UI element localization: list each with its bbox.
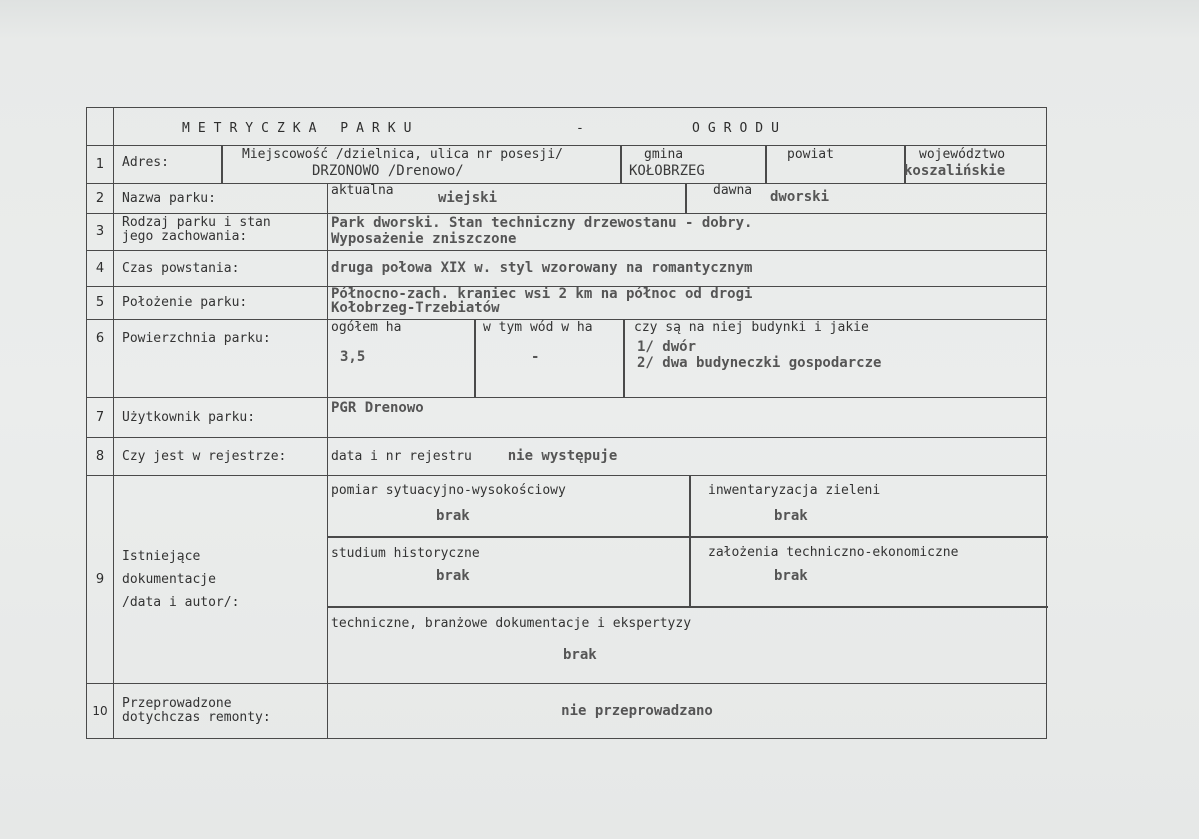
creation-time-label-text: Czas powstania: <box>122 260 240 276</box>
user-cell <box>328 398 1047 438</box>
row-number: 4 <box>87 251 114 287</box>
buildings-caption: czy są na niej budynki i jakie <box>634 320 869 335</box>
survey-value: brak <box>436 508 470 524</box>
area-label <box>114 320 328 398</box>
park-type-label-l2: jego zachowania: <box>122 229 248 244</box>
register-caption: data i nr rejestru <box>331 449 472 464</box>
park-type-label <box>114 214 328 251</box>
row-number: 6 <box>87 320 114 398</box>
renovation-cell <box>328 684 1047 739</box>
park-type-value-l1: Park dworski. Stan techniczny drzewostanu - dobry. <box>331 215 753 231</box>
row-number: 7 <box>87 398 114 438</box>
buildings-value-l1: 1/ dwór <box>637 339 697 355</box>
register-label-text: Czy jest w rejestrze: <box>122 448 287 464</box>
header-title-left: METRYCZKA PARKU <box>182 120 420 136</box>
technical-docs-value: brak <box>563 647 597 663</box>
user-value: PGR Drenowo <box>331 400 424 416</box>
former-name-caption: dawna <box>713 183 753 198</box>
address-label: Adres: <box>122 155 169 170</box>
creation-time-label <box>114 251 328 287</box>
gmina-caption: gmina <box>644 147 684 162</box>
documentation-label <box>114 476 328 684</box>
park-record-card <box>86 107 1047 739</box>
header-title-right: OGRODU <box>692 120 787 136</box>
documentation-cell <box>328 476 1047 684</box>
powiat-caption: powiat <box>787 147 834 162</box>
water-area-value: - <box>531 349 540 365</box>
register-value: nie występuje <box>507 448 618 464</box>
locality-caption: Miejscowość /dzielnica, ulica nr posesji/ <box>242 147 563 162</box>
row-number: 2 <box>87 184 114 214</box>
historical-study-caption: studium historyczne <box>331 546 480 561</box>
row-number: 3 <box>87 214 114 251</box>
row-number: 10 <box>87 684 114 739</box>
documentation-label-l3: /data i autor/: <box>122 595 240 610</box>
row-number: 9 <box>87 476 114 684</box>
location-value-l1: Północno-zach. kraniec wsi 2 km na północ od drogi <box>331 286 753 302</box>
technical-economic-caption: założenia techniczno-ekonomiczne <box>708 545 959 560</box>
park-type-value-l2: Wyposażenie zniszczone <box>331 231 517 247</box>
location-cell <box>328 287 1047 320</box>
greenery-inventory-caption: inwentaryzacja zieleni <box>708 483 881 498</box>
technical-docs-caption: techniczne, branżowe dokumentacje i ekspertyzy <box>331 616 692 631</box>
header-corner <box>87 108 114 146</box>
current-name-caption: aktualna <box>331 183 394 198</box>
row-number: 8 <box>87 438 114 476</box>
register-label <box>114 438 328 476</box>
gmina-value: KOŁOBRZEG <box>629 163 705 179</box>
renovation-value: nie przeprowadzano <box>561 702 713 719</box>
locality-value: DRZONOWO /Drenowo/ <box>312 163 464 179</box>
location-label-text: Położenie parku: <box>122 295 248 310</box>
creation-time-value: druga połowa XIX w. styl wzorowany na romantycznym <box>331 260 753 276</box>
card-header <box>114 108 1047 146</box>
register-cell <box>328 438 1047 476</box>
area-label-text: Powierzchnia parku: <box>122 331 271 346</box>
renovation-label-l1: Przeprowadzone <box>122 696 232 711</box>
technical-economic-value: brak <box>774 568 808 584</box>
location-value-l2: Kołobrzeg-Trzebiatów <box>331 300 500 316</box>
renovation-label <box>114 684 328 739</box>
buildings-value-l2: 2/ dwa budyneczki gospodarcze <box>637 355 882 371</box>
voivodeship-value: koszalińskie <box>904 163 1006 179</box>
park-name-label-text: Nazwa parku: <box>122 190 216 206</box>
park-type-label-l1: Rodzaj parku i stan <box>122 215 271 230</box>
greenery-inventory-value: brak <box>774 508 808 524</box>
voivodeship-caption: województwo <box>919 147 1006 162</box>
user-label-text: Użytkownik parku: <box>122 409 256 425</box>
park-type-cell <box>328 214 1047 251</box>
survey-caption: pomiar sytuacyjno-wysokościowy <box>331 483 566 498</box>
park-name-cell <box>328 184 1047 214</box>
row-number: 5 <box>87 287 114 320</box>
historical-study-value: brak <box>436 568 470 584</box>
documentation-label-l2: dokumentacje <box>122 572 216 587</box>
park-name-label <box>114 184 328 214</box>
former-name-value: dworski <box>770 189 830 205</box>
total-area-value: 3,5 <box>340 349 366 365</box>
creation-time-cell <box>328 251 1047 287</box>
area-cell <box>328 320 1047 398</box>
water-area-caption: w tym wód w ha <box>483 320 593 335</box>
renovation-label-l2: dotychczas remonty: <box>122 710 271 725</box>
location-label <box>114 287 328 320</box>
total-area-caption: ogółem ha <box>331 320 402 335</box>
user-label <box>114 398 328 438</box>
row-number: 1 <box>87 146 114 184</box>
header-dash: - <box>576 120 584 136</box>
address-row <box>114 146 1047 184</box>
current-name-value: wiejski <box>438 190 498 206</box>
documentation-label-l1: Istniejące <box>122 549 201 564</box>
